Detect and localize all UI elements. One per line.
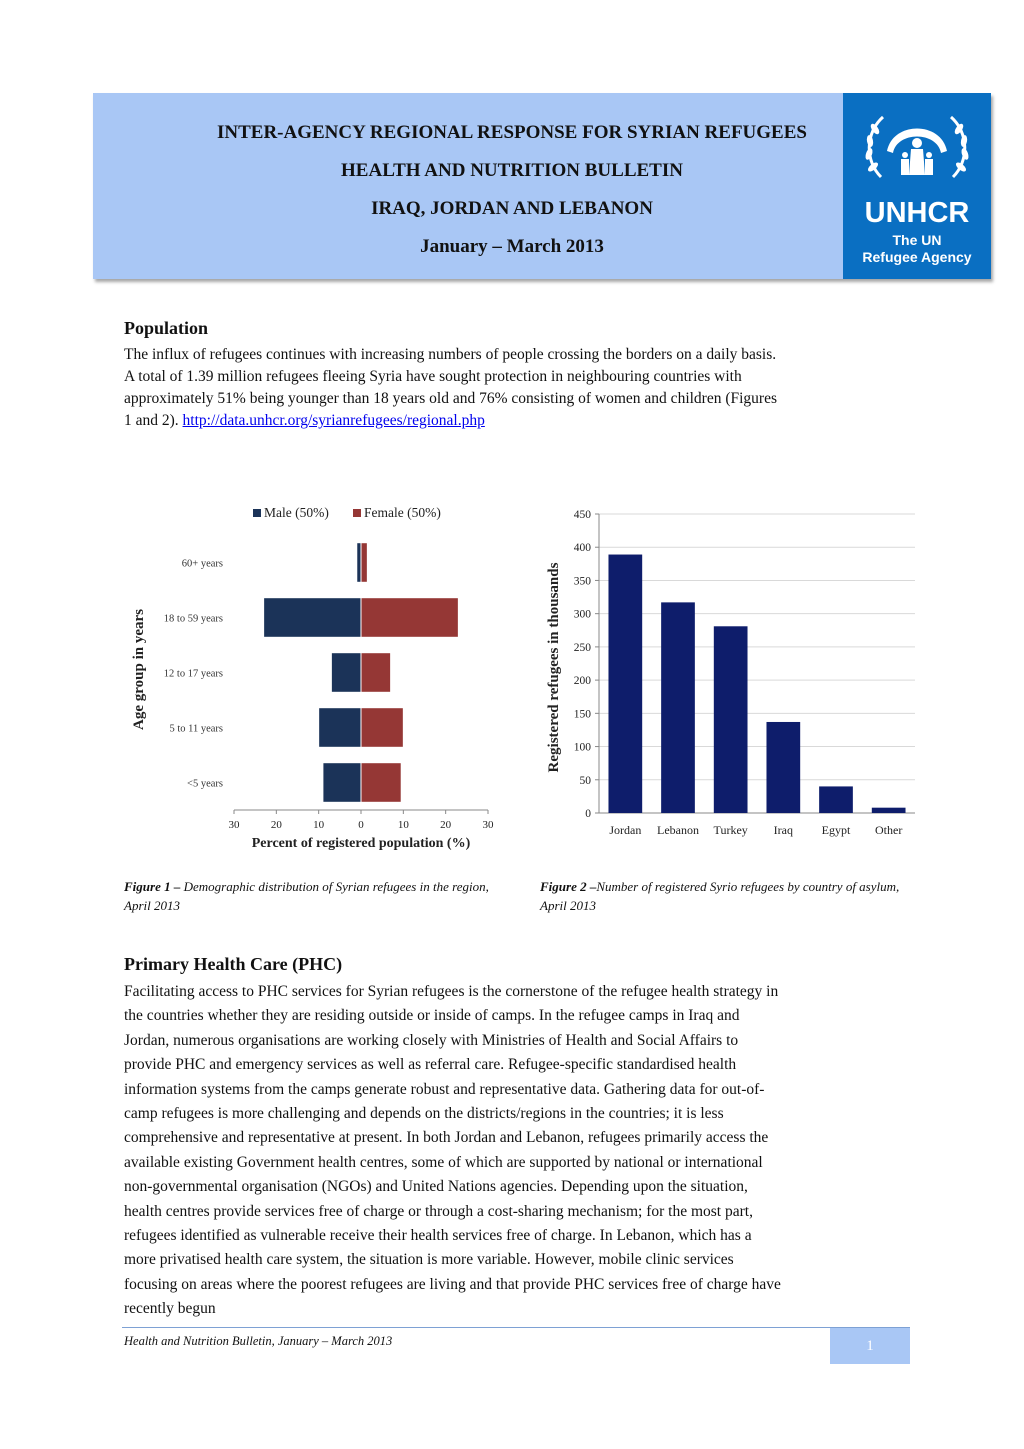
banner-title-line-3: IRAQ, JORDAN AND LEBANON xyxy=(371,198,653,219)
y-tick-label: 0 xyxy=(585,808,591,820)
country-bar xyxy=(714,626,748,813)
footer-text: Health and Nutrition Bulletin, January – March 2013 xyxy=(124,1334,393,1348)
male-bar xyxy=(357,543,361,583)
x-tick-label: 10 xyxy=(313,819,325,831)
legend-swatch xyxy=(353,509,361,517)
y-tick-label: 100 xyxy=(573,741,591,754)
paragraph-line: health centres provide services free of charge or through a cost-sharing mechanism; for the most part, xyxy=(124,1202,753,1220)
population-paragraph xyxy=(124,344,902,432)
paragraph-line: A total of 1.39 million refugees fleeing Syria have sought protection in neighbouring countries with xyxy=(124,368,742,385)
paragraph-line xyxy=(124,410,902,432)
female-bar xyxy=(361,653,391,693)
logo-tagline-1: The UN xyxy=(892,232,942,248)
y-tick-label: 150 xyxy=(573,708,591,721)
category-label: Iraq xyxy=(773,823,793,837)
country-bar xyxy=(766,722,800,813)
y-tick-label: 350 xyxy=(573,575,591,588)
category-label: <5 years xyxy=(187,778,223,790)
y-axis-title: Registered refugees in thousands xyxy=(546,562,562,773)
legend-swatch xyxy=(253,509,261,517)
paragraph-line: approximately 51% being younger than 18 years old and 76% consisting of women and children (Figures xyxy=(124,390,778,407)
paragraph-line: The influx of refugees continues with increasing numbers of people crossing the borders on a daily basis. xyxy=(124,346,777,363)
figure-1-label: Figure 1 – xyxy=(124,879,181,894)
unhcr-logo xyxy=(843,93,991,279)
paragraph-line: refugees identified as vulnerable receive their health services free of charge. In Lebanon, which has a xyxy=(124,1227,752,1245)
paragraph-line: focusing on areas where the poorest refugees are living and that provide PHC services free of charge have xyxy=(124,1275,781,1293)
paragraph-line: provide PHC and emergency services as well as referral care. Refugee-specific standardised health xyxy=(124,1056,737,1074)
country-bar xyxy=(819,786,853,813)
legend-label: Female (50%) xyxy=(364,505,441,520)
y-tick-label: 200 xyxy=(573,675,591,688)
category-label: Lebanon xyxy=(657,823,699,837)
footer-divider xyxy=(122,1327,910,1328)
population-heading: Population xyxy=(124,318,209,338)
paragraph-line: information systems from the camps generate robust and representative data. Gathering data for out-of- xyxy=(124,1080,765,1098)
female-bar xyxy=(361,598,458,638)
country-bar xyxy=(608,555,642,813)
figure-2-text: Number of registered Syrio refugees by country of asylum, April 2013 xyxy=(540,879,900,913)
paragraph-line: available existing Government health centres, some of which are supported by national or international xyxy=(124,1153,763,1171)
banner-title-line-1: INTER-AGENCY REGIONAL RESPONSE FOR SYRIAN REFUGEES xyxy=(217,122,807,143)
x-tick-label: 20 xyxy=(440,819,452,831)
phc-heading: Primary Health Care (PHC) xyxy=(124,954,343,974)
paragraph-line: non-governmental organisation (NGOs) and United Nations agencies. Depending upon the situation, xyxy=(124,1178,748,1196)
page-number: 1 xyxy=(830,1328,910,1364)
figure-1-caption xyxy=(124,877,504,915)
country-bar xyxy=(872,808,906,813)
x-tick-label: 20 xyxy=(270,819,282,831)
population-pyramid-chart xyxy=(120,500,510,860)
category-label: 60+ years xyxy=(181,558,223,570)
y-tick-label: 250 xyxy=(573,641,591,654)
paragraph-line: recently begun xyxy=(124,1300,216,1318)
country-bar xyxy=(661,602,695,813)
category-label: Other xyxy=(875,823,903,837)
female-bar xyxy=(361,763,401,803)
female-bar xyxy=(361,708,403,748)
paragraph-line: the countries whether they are residing outside or inside of camps. In the refugee camps in Iraq and xyxy=(124,1007,740,1025)
male-bar xyxy=(319,708,361,748)
category-label: Egypt xyxy=(821,823,851,837)
category-label: 18 to 59 years xyxy=(163,613,223,625)
x-axis-title: Percent of registered population (%) xyxy=(251,836,471,851)
y-tick-label: 450 xyxy=(573,509,591,521)
banner-title-line-2: HEALTH AND NUTRITION BULLETIN xyxy=(341,160,683,181)
paragraph-line: more privatised health care system, the situation is more variable. However, mobile clinic services xyxy=(124,1251,734,1269)
paragraph-line: Jordan, numerous organisations are working closely with Ministries of Health and Social Affairs to xyxy=(124,1031,739,1049)
refugees-by-country-chart xyxy=(535,500,925,860)
unhcr-emblem-icon xyxy=(843,99,991,199)
male-bar xyxy=(264,598,361,638)
x-tick-label: 30 xyxy=(228,819,240,831)
category-label: Turkey xyxy=(713,823,748,837)
category-label: 12 to 17 years xyxy=(163,668,223,680)
logo-wordmark: UNHCR xyxy=(864,197,970,229)
female-bar xyxy=(361,543,367,583)
category-label: Jordan xyxy=(609,823,642,837)
y-axis-title: Age group in years xyxy=(131,609,147,730)
figure-2-caption xyxy=(540,877,920,915)
y-tick-label: 50 xyxy=(579,774,591,787)
legend-label: Male (50%) xyxy=(264,505,329,520)
x-tick-label: 30 xyxy=(482,819,494,831)
figure-2-label: Figure 2 – xyxy=(540,879,597,894)
y-tick-label: 400 xyxy=(573,542,591,555)
male-bar xyxy=(323,763,361,803)
paragraph-line: Facilitating access to PHC services for Syrian refugees is the cornerstone of the refugee health strategy in xyxy=(124,983,779,1000)
banner-title-block xyxy=(93,93,931,279)
figure-1-text: Demographic distribution of Syrian refugees in the region, April 2013 xyxy=(124,879,489,913)
x-tick-label: 0 xyxy=(358,819,364,831)
paragraph-line-text: 1 and 2). xyxy=(124,412,183,429)
y-tick-label: 300 xyxy=(573,608,591,621)
header-banner xyxy=(93,93,991,279)
male-bar xyxy=(331,653,361,693)
regional-data-link[interactable]: http://data.unhcr.org/syrianrefugees/regional.php xyxy=(182,412,485,429)
paragraph-line: comprehensive and representative at present. In both Jordan and Lebanon, refugees primarily access the xyxy=(124,1129,769,1147)
paragraph-line: camp refugees is more challenging and depends on the districts/regions in the countries; it is less xyxy=(124,1105,724,1123)
logo-tagline-2: Refugee Agency xyxy=(862,249,972,265)
x-tick-label: 10 xyxy=(397,819,409,831)
banner-date: January – March 2013 xyxy=(420,236,604,257)
category-label: 5 to 11 years xyxy=(169,723,223,735)
phc-paragraph xyxy=(124,980,902,1322)
